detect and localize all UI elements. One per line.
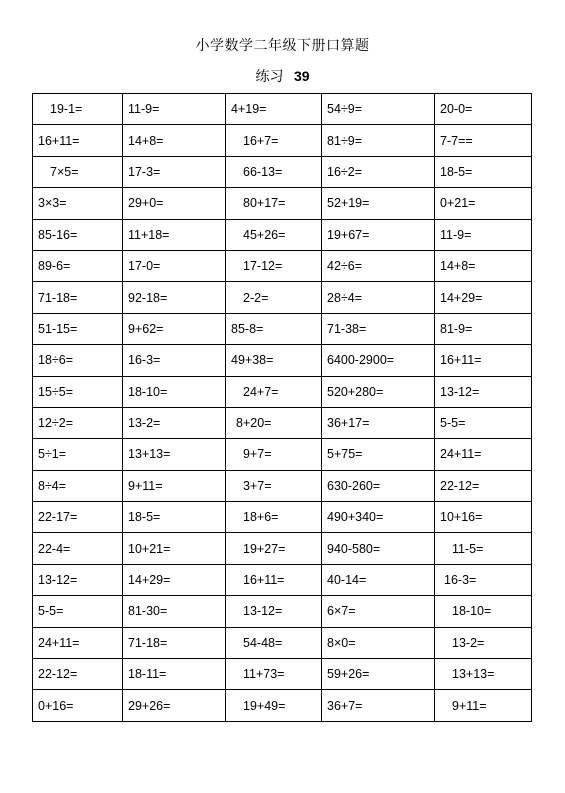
problem-cell: 16+7= (226, 125, 322, 156)
problem-cell: 0+16= (33, 690, 123, 721)
problem-cell: 13-2= (123, 407, 226, 438)
problem-cell: 11+18= (123, 219, 226, 250)
problem-cell: 81÷9= (322, 125, 435, 156)
problem-cell: 7-7== (435, 125, 532, 156)
problem-cell: 0+21= (435, 188, 532, 219)
problem-cell: 9+11= (123, 470, 226, 501)
problem-cell: 8+20= (226, 407, 322, 438)
problem-row (33, 627, 532, 658)
problem-cell: 20-0= (435, 94, 532, 125)
problem-cell: 18-10= (123, 376, 226, 407)
problem-cell: 14+8= (435, 250, 532, 281)
problem-cell: 18-5= (435, 156, 532, 187)
problem-cell: 5+75= (322, 439, 435, 470)
exercise-heading (0, 66, 565, 86)
problem-cell: 45+26= (226, 219, 322, 250)
problem-cell: 24+11= (33, 627, 123, 658)
problem-cell: 17-12= (226, 250, 322, 281)
problem-cell: 520+280= (322, 376, 435, 407)
problem-cell: 8÷4= (33, 470, 123, 501)
problem-row (33, 596, 532, 627)
problem-row (33, 250, 532, 281)
problem-cell: 85-8= (226, 313, 322, 344)
problem-cell: 13-2= (435, 627, 532, 658)
problem-cell: 18-10= (435, 596, 532, 627)
problem-cell: 14+8= (123, 125, 226, 156)
problem-cell: 5-5= (33, 596, 123, 627)
problem-cell: 490+340= (322, 502, 435, 533)
problem-cell: 28÷4= (322, 282, 435, 313)
problem-row (33, 94, 532, 125)
problem-cell: 12÷2= (33, 407, 123, 438)
problem-cell: 18-11= (123, 659, 226, 690)
problem-cell: 14+29= (123, 564, 226, 595)
problem-cell: 15÷5= (33, 376, 123, 407)
problem-cell: 5÷1= (33, 439, 123, 470)
problem-row (33, 219, 532, 250)
problem-row (33, 690, 532, 721)
problem-cell: 630-260= (322, 470, 435, 501)
problem-cell: 8×0= (322, 627, 435, 658)
problem-cell: 13+13= (123, 439, 226, 470)
problem-cell: 5-5= (435, 407, 532, 438)
problem-cell: 80+17= (226, 188, 322, 219)
problem-cell: 13-12= (435, 376, 532, 407)
problem-row (33, 345, 532, 376)
problem-table-body (33, 94, 532, 722)
problem-cell: 14+29= (435, 282, 532, 313)
problem-cell: 16-3= (123, 345, 226, 376)
problem-cell: 10+21= (123, 533, 226, 564)
problem-cell: 11-9= (435, 219, 532, 250)
problem-row (33, 188, 532, 219)
problem-cell: 59+26= (322, 659, 435, 690)
problem-cell: 22-12= (33, 659, 123, 690)
problem-cell: 2-2= (226, 282, 322, 313)
problem-cell: 940-580= (322, 533, 435, 564)
problem-row (33, 376, 532, 407)
problem-cell: 22-12= (435, 470, 532, 501)
problem-cell: 19+27= (226, 533, 322, 564)
problem-cell: 71-18= (33, 282, 123, 313)
problem-cell: 13-12= (226, 596, 322, 627)
problem-cell: 11+73= (226, 659, 322, 690)
problem-row (33, 659, 532, 690)
problem-table (32, 93, 532, 722)
problem-cell: 24+7= (226, 376, 322, 407)
problem-cell: 9+62= (123, 313, 226, 344)
problem-row (33, 125, 532, 156)
problem-row (33, 156, 532, 187)
page-title: 小学数学二年级下册口算题 (195, 38, 370, 54)
problem-cell: 19+49= (226, 690, 322, 721)
problem-cell: 16÷2= (322, 156, 435, 187)
problem-cell: 4+19= (226, 94, 322, 125)
problem-cell: 17-3= (123, 156, 226, 187)
problem-cell: 66-13= (226, 156, 322, 187)
problem-cell: 52+19= (322, 188, 435, 219)
problem-cell: 16-3= (435, 564, 532, 595)
problem-cell: 81-9= (435, 313, 532, 344)
exercise-label: 练习 (255, 69, 284, 85)
problem-cell: 6×7= (322, 596, 435, 627)
problem-cell: 36+7= (322, 690, 435, 721)
problem-cell: 40-14= (322, 564, 435, 595)
problem-cell: 71-38= (322, 313, 435, 344)
problem-row (33, 564, 532, 595)
problem-cell: 9+11= (435, 690, 532, 721)
problem-cell: 11-5= (435, 533, 532, 564)
problem-row (33, 407, 532, 438)
problem-cell: 18÷6= (33, 345, 123, 376)
problem-cell: 10+16= (435, 502, 532, 533)
problem-cell: 22-17= (33, 502, 123, 533)
problem-cell: 3×3= (33, 188, 123, 219)
problem-cell: 18-5= (123, 502, 226, 533)
problem-row (33, 533, 532, 564)
problem-cell: 92-18= (123, 282, 226, 313)
problem-row (33, 502, 532, 533)
problem-cell: 81-30= (123, 596, 226, 627)
problem-cell: 49+38= (226, 345, 322, 376)
problem-row (33, 313, 532, 344)
problem-cell: 42÷6= (322, 250, 435, 281)
problem-cell: 11-9= (123, 94, 226, 125)
problem-cell: 89-6= (33, 250, 123, 281)
problem-row (33, 470, 532, 501)
problem-row (33, 439, 532, 470)
problem-cell: 17-0= (123, 250, 226, 281)
problem-cell: 71-18= (123, 627, 226, 658)
exercise-number: 39 (293, 68, 310, 84)
problem-cell: 9+7= (226, 439, 322, 470)
problem-cell: 16+11= (435, 345, 532, 376)
problem-cell: 6400-2900= (322, 345, 435, 376)
problem-cell: 13+13= (435, 659, 532, 690)
problem-cell: 22-4= (33, 533, 123, 564)
problem-row (33, 282, 532, 313)
problem-cell: 85-16= (33, 219, 123, 250)
problem-cell: 7×5= (33, 156, 123, 187)
problem-cell: 13-12= (33, 564, 123, 595)
problem-cell: 29+0= (123, 188, 226, 219)
problem-cell: 36+17= (322, 407, 435, 438)
problem-cell: 54-48= (226, 627, 322, 658)
problem-cell: 54÷9= (322, 94, 435, 125)
problem-cell: 51-15= (33, 313, 123, 344)
problem-cell: 16+11= (226, 564, 322, 595)
problem-cell: 24+11= (435, 439, 532, 470)
problem-cell: 29+26= (123, 690, 226, 721)
problem-cell: 18+6= (226, 502, 322, 533)
problem-cell: 19+67= (322, 219, 435, 250)
problem-cell: 16+11= (33, 125, 123, 156)
problem-cell: 19-1= (33, 94, 123, 125)
problem-cell: 3+7= (226, 470, 322, 501)
